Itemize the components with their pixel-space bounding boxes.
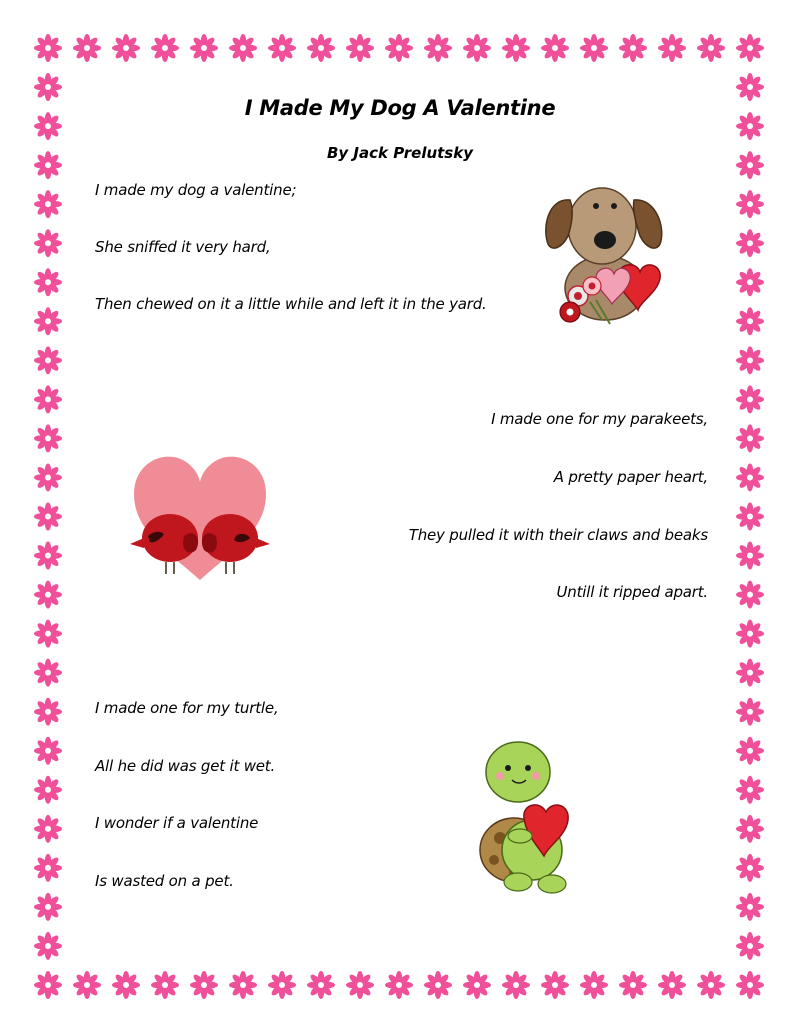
stanza-1-line-3: Then chewed on it a little while and left it in the yard. [95,295,487,313]
border-flower-icon [736,581,764,609]
stanza-3-line-4: Is wasted on a pet. [95,872,234,890]
border-flower-icon [190,971,218,999]
border-flower-icon [541,34,569,62]
border-flower-icon [424,971,452,999]
border-flower-icon [73,34,101,62]
border-flower-icon [34,307,62,335]
border-flower-icon [580,971,608,999]
border-flower-icon [34,776,62,804]
stanza-1-line-1: I made my dog a valentine; [95,181,297,199]
stanza-1-line-2: She sniffed it very hard, [95,238,271,256]
border-flower-icon [34,229,62,257]
border-flower-icon [34,268,62,296]
border-flower-icon [619,971,647,999]
border-flower-icon [385,34,413,62]
lovebirds-with-heart-illustration [126,452,274,584]
border-flower-icon [346,34,374,62]
stanza-3-line-2: All he did was get it wet. [95,757,276,775]
border-flower-icon [34,463,62,491]
border-flower-icon [34,659,62,687]
border-flower-icon [34,854,62,882]
border-flower-icon [736,971,764,999]
border-flower-icon [268,971,296,999]
border-flower-icon [112,34,140,62]
border-flower-icon [229,971,257,999]
border-flower-icon [736,463,764,491]
border-flower-icon [424,34,452,62]
border-flower-icon [34,34,62,62]
border-flower-icon [34,581,62,609]
poem-title: I Made My Dog A Valentine [244,96,556,120]
border-flower-icon [619,34,647,62]
border-flower-icon [34,815,62,843]
border-flower-icon [502,34,530,62]
border-flower-icon [34,971,62,999]
poem-author: By Jack Prelutsky [326,144,473,162]
dog-with-valentine-illustration [540,178,670,330]
border-flower-icon [736,34,764,62]
border-flower-icon [307,34,335,62]
border-flower-icon [658,971,686,999]
border-flower-icon [229,34,257,62]
border-flower-icon [736,698,764,726]
border-flower-icon [736,268,764,296]
border-flower-icon [736,542,764,570]
stanza-2-line-1: I made one for my parakeets, [491,410,708,428]
border-flower-icon [736,346,764,374]
border-flower-icon [34,385,62,413]
border-flower-icon [34,190,62,218]
border-flower-icon [736,776,764,804]
border-flower-icon [463,34,491,62]
border-flower-icon [34,346,62,374]
border-flower-icon [385,971,413,999]
border-flower-icon [736,893,764,921]
border-flower-icon [736,659,764,687]
border-flower-icon [736,190,764,218]
border-flower-icon [34,893,62,921]
border-flower-icon [34,542,62,570]
border-flower-icon [736,229,764,257]
border-flower-icon [151,34,179,62]
stanza-3-line-3: I wonder if a valentine [95,814,259,832]
border-flower-icon [541,971,569,999]
border-flower-icon [736,932,764,960]
border-flower-icon [736,854,764,882]
border-flower-icon [736,815,764,843]
border-flower-icon [736,385,764,413]
border-flower-icon [307,971,335,999]
border-flower-icon [34,698,62,726]
border-flower-icon [268,34,296,62]
stanza-2-line-4: Untill it ripped apart. [556,583,708,601]
border-flower-icon [697,34,725,62]
border-flower-icon [502,971,530,999]
turtle-with-heart-illustration [474,738,574,898]
border-flower-icon [736,503,764,531]
border-flower-icon [736,737,764,765]
border-flower-icon [736,424,764,452]
border-flower-icon [34,932,62,960]
stanza-3-line-1: I made one for my turtle, [95,699,279,717]
border-flower-icon [34,620,62,648]
border-flower-icon [697,971,725,999]
border-flower-icon [346,971,374,999]
border-flower-icon [736,307,764,335]
stanza-2-line-3: They pulled it with their claws and beaks [408,526,708,544]
border-flower-icon [73,971,101,999]
border-flower-icon [151,971,179,999]
border-flower-icon [658,34,686,62]
border-flower-icon [736,620,764,648]
border-flower-icon [580,34,608,62]
border-flower-icon [190,34,218,62]
border-flower-icon [34,737,62,765]
border-flower-icon [112,971,140,999]
border-flower-icon [34,424,62,452]
border-flower-icon [34,503,62,531]
border-flower-icon [463,971,491,999]
stanza-2-line-2: A pretty paper heart, [553,468,708,486]
